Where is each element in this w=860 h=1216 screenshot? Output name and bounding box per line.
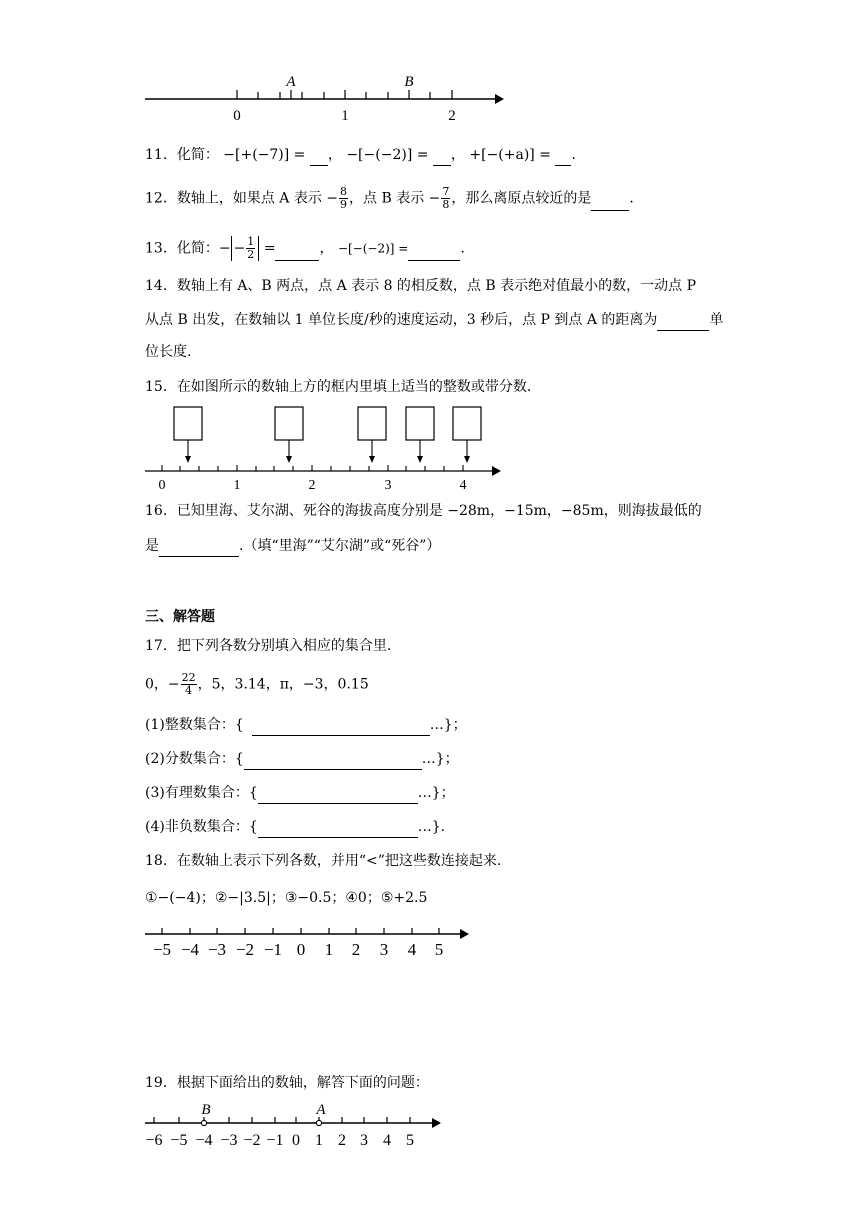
tick-label: −1 — [266, 1132, 284, 1149]
tick-label: −3 — [207, 940, 227, 959]
question-18: 18．在数轴上表示下列各数，并用“<”把这些数连接起来. — [145, 853, 502, 869]
set-tail: …}. — [417, 819, 446, 835]
answer-blank[interactable] — [433, 149, 451, 166]
set-tail: …}； — [421, 751, 459, 767]
question-16-line-2 — [145, 535, 440, 557]
tick-label: −2 — [235, 940, 255, 959]
set-tail: …}； — [429, 717, 467, 733]
question-12 — [145, 185, 634, 211]
fraction: $\frac{8}{9}$ — [340, 185, 348, 211]
point-a-label: A — [286, 74, 296, 90]
q11-expr-2: −[−(−2)] = — [346, 147, 429, 163]
q17-text: ，5，3.14，π，−3，0.15̇ — [197, 676, 369, 693]
number-line-top — [140, 70, 510, 126]
tick-label: −2 — [243, 1132, 261, 1149]
equals: = — [263, 240, 276, 257]
set-integers — [145, 714, 467, 736]
point-a-label: A — [316, 1102, 326, 1118]
absolute-value: − $\frac{1}{2}$ — [231, 236, 260, 261]
question-14-line-2 — [145, 309, 723, 331]
set-label: (3)有理数集合：{ — [145, 785, 258, 801]
q17-text: 0，− — [145, 676, 180, 693]
tick-label: 2 — [308, 478, 316, 493]
answer-blank[interactable] — [555, 149, 571, 166]
q14-text: 单 — [709, 312, 724, 328]
point-b-label: B — [404, 74, 414, 90]
tick-label: −1 — [263, 940, 283, 959]
tick-label: −6 — [145, 1132, 163, 1149]
set-fractions — [145, 748, 459, 770]
answer-blank[interactable] — [408, 244, 460, 261]
answer-blank[interactable] — [244, 753, 422, 770]
q14-text: 从点 B 出发，在数轴以 1 单位长度/秒的速度运动，3 秒后，点 P 到点 A 的距离为 — [145, 312, 658, 328]
set-nonnegative — [145, 816, 445, 838]
minus-sign: − — [218, 240, 231, 257]
answer-blank[interactable] — [258, 821, 418, 838]
set-label: (1)整数集合：{ — [145, 717, 244, 733]
point-b-label: B — [201, 1102, 211, 1118]
answer-blank[interactable] — [252, 719, 430, 736]
tick-label: 0 — [233, 108, 241, 124]
set-label: (4)非负数集合：{ — [145, 819, 258, 835]
number-line-q19 — [140, 1100, 460, 1152]
set-tail: …}； — [417, 785, 455, 801]
number-line-q18 — [140, 922, 480, 962]
tick-label: 5 — [406, 1132, 414, 1149]
tick-label: −4 — [195, 1132, 213, 1149]
question-15: 15．在如图所示的数轴上方的框内里填上适当的整数或带分数. — [145, 379, 532, 395]
answer-blank[interactable] — [159, 540, 239, 557]
question-13 — [145, 235, 465, 261]
answer-blank[interactable] — [591, 194, 629, 211]
section-heading: 三、解答题 — [145, 609, 215, 625]
set-rationals — [145, 782, 455, 804]
tick-label: 1 — [233, 478, 241, 493]
q17-numbers — [145, 671, 369, 697]
q13-text: 13．化简： — [145, 240, 219, 257]
q11-label: 11．化简： — [145, 147, 219, 163]
answer-blank[interactable] — [310, 149, 328, 166]
tick-label: 4 — [407, 940, 417, 959]
answer-blank[interactable] — [657, 314, 709, 331]
tick-label: 3 — [384, 478, 392, 493]
separator: ， — [319, 240, 334, 257]
tick-label: 0 — [158, 478, 166, 493]
q11-expr-3: +[−(+a)] = — [469, 147, 551, 163]
q16-text: .（填“里海”“艾尔湖”或“死谷”） — [239, 538, 441, 554]
fraction: $\frac{22}{4}$ — [181, 671, 196, 697]
q12-text: ，点 B 表示 − — [349, 190, 441, 207]
period: . — [571, 147, 576, 163]
fraction: $\frac{7}{8}$ — [442, 185, 450, 211]
question-16-line-1: 16．已知里海、艾尔湖、死谷的海拔高度分别是 −28m，−15m，−85m，则海拔最低的 — [145, 503, 702, 519]
question-17: 17．把下列各数分别填入相应的集合里. — [145, 638, 392, 654]
tick-label: −5 — [170, 1132, 188, 1149]
tick-label: −3 — [220, 1132, 238, 1149]
q16-text: 是 — [145, 538, 159, 554]
q11-expr-1: −[+(−7)] = — [223, 147, 306, 163]
separator: ， — [327, 147, 342, 163]
tick-label: 2 — [338, 1132, 346, 1149]
separator: ， — [450, 147, 465, 163]
answer-blank[interactable] — [275, 244, 319, 261]
q12-text: 12．数轴上，如果点 A 表示 − — [145, 190, 339, 207]
tick-label: 1 — [324, 940, 334, 959]
tick-label: 2 — [351, 940, 361, 959]
question-14-line-3: 位长度. — [145, 344, 192, 360]
q13-expr-2: −[−(−2)] = — [337, 241, 409, 256]
question-14-line-1: 14．数轴上有 A、B 两点，点 A 表示 8 的相反数，点 B 表示绝对值最小的数，一动点 P — [145, 278, 696, 294]
tick-label: 1 — [315, 1132, 323, 1149]
tick-label: −5 — [152, 940, 172, 959]
tick-label: 3 — [379, 940, 389, 959]
period: . — [460, 240, 465, 257]
tick-label: 2 — [448, 108, 456, 124]
tick-label: 1 — [341, 108, 349, 124]
tick-label: 0 — [296, 940, 306, 959]
tick-label: 4 — [459, 478, 467, 493]
tick-label: −4 — [180, 940, 200, 959]
tick-label: 4 — [383, 1132, 391, 1149]
question-19: 19．根据下面给出的数轴，解答下面的问题： — [145, 1075, 429, 1091]
question-11 — [145, 144, 576, 166]
period: . — [629, 190, 634, 207]
tick-label: 0 — [292, 1132, 300, 1149]
tick-label: 3 — [360, 1132, 368, 1149]
set-label: (2)分数集合：{ — [145, 751, 244, 767]
q12-text: ，那么离原点较近的是 — [451, 190, 592, 207]
answer-blank[interactable] — [258, 787, 418, 804]
number-line-boxes — [140, 405, 510, 495]
q18-items: ①−(−4)；②−|3.5|；③−0.5；④0；⑤+2.5 — [145, 890, 428, 906]
tick-label: 5 — [434, 940, 444, 959]
